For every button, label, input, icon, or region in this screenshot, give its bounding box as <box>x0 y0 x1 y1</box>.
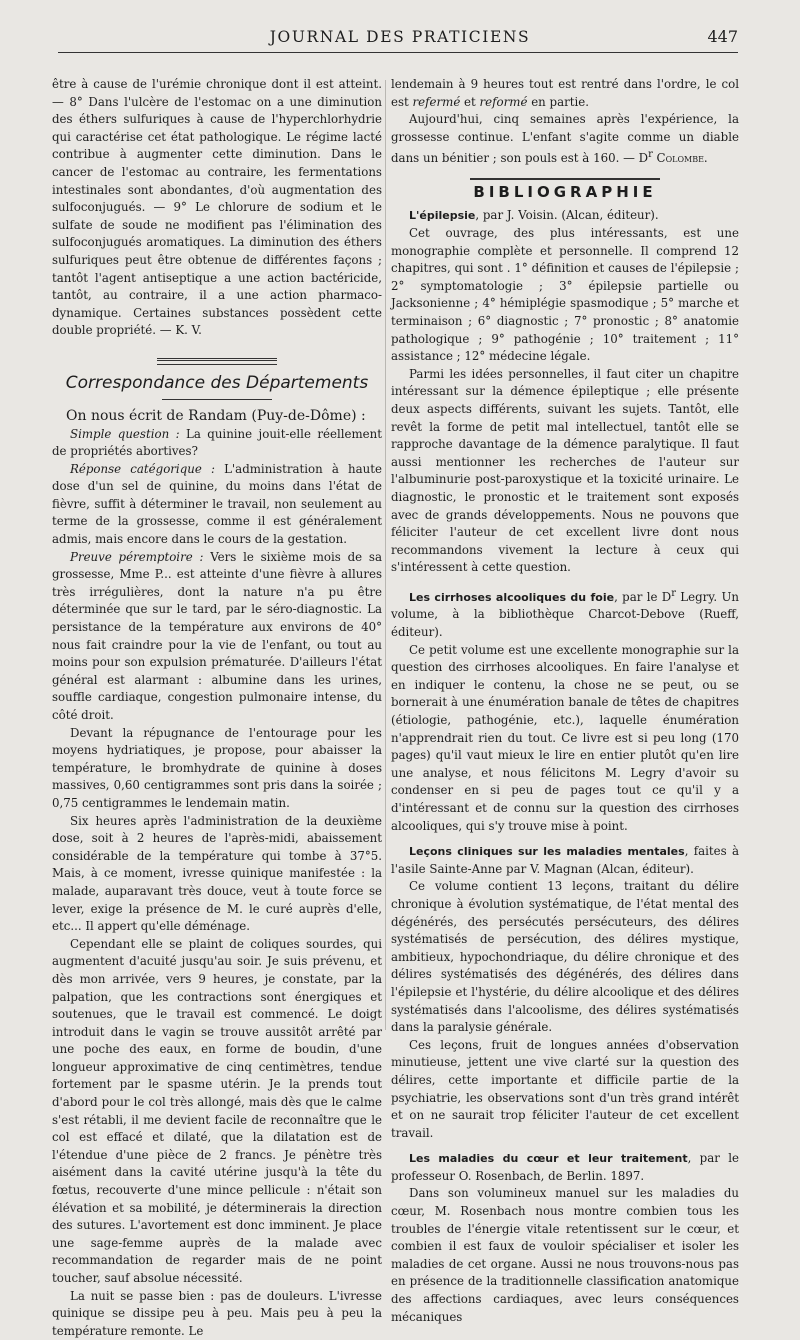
paragraph <box>52 461 382 549</box>
header-rule <box>58 52 738 53</box>
bib-entry-meta: , par J. Voisin. (Alcan, éditeur). <box>475 208 659 223</box>
page-number: 447 <box>707 27 738 46</box>
column-divider <box>385 80 386 1030</box>
section-rule <box>470 178 660 180</box>
text: refermé <box>412 94 461 109</box>
paragraph: Devant la répugnance de l'entourage pour les moyens hydriatiques, je propose, pour abaisser la température, le bromhydrate de quinine à doses massives, 0,60 centigrammes sont pris dans la soirée ; 0,75 centigrammes le lendemain matin. <box>52 725 382 810</box>
paragraph <box>391 76 739 111</box>
text: reformé <box>479 94 528 109</box>
bib-entry-header <box>391 1150 739 1185</box>
text: en partie. <box>527 94 590 109</box>
answer-label: Réponse catégorique : <box>70 461 215 476</box>
paragraph <box>52 426 382 461</box>
bib-entry-meta: Legry. Un volume, à la bibliothèque Charcot-Debove (Rueff, éditeur). <box>391 589 740 640</box>
paragraph: Dans son volumineux manuel sur les maladies du cœur, M. Rosenbach nous montre combien tous les troubles de l'énergie vitale retentissent sur le cœur, et combien il est faux de vouloir spécialiser et isoler les maladies de cet organe. Aussi ne nous trouvons-nous pas en présence de la traditionnelle classification anatomique des affections cardiaques, avec leurs conséquences mécaniques <box>391 1186 739 1324</box>
bib-entry-title: Les cirrhoses alcooliques du foie <box>409 590 615 604</box>
paragraph: Cet ouvrage, des plus intéressants, est une monographie complète et personnelle. Il comprend 12 chapitres, qui sont . 1° définition et causes de l'épilepsie ; 2° symptomatologie ; 3° épilepsie partielle ou Jacksonienne ; 4° hémiplégie spasmodique ; 5° marche et terminaison ; 6° diagnostic ; 7° pronostic ; 8° anatomie pathologique ; 9° pathogénie ; 10° traitement ; 11° assistance ; 12° médecine légale. <box>391 226 739 364</box>
bibliography-heading: BIBLIOGRAPHIE <box>473 182 657 201</box>
bib-entry-title: L'épilepsie <box>409 209 476 223</box>
bib-entry-title: Les maladies du cœur et leur traitement <box>409 1152 688 1166</box>
journal-title: JOURNAL DES PRATICIENS <box>269 28 531 46</box>
proof-text: Vers le sixième mois de sa grossesse, Mme P... est atteinte d'une fièvre à allures très irrégulières, dont la nature n'a pu être déterminée que sur le tard, par le séro-diagnostic. La persistance de la température aux environs de 40° nous fait craindre pour la vie de l'enfant, ou tout au moins pour son expulsion prématurée. D'ailleurs l'état général est alarmant : albumine dans les urines, souffle cardiaque, congestion pulmonaire intense, du côté droit. <box>52 549 382 722</box>
bib-entry-meta: , par le D <box>614 589 672 604</box>
text: Aujourd'hui, cinq semaines après l'expérience, la grossesse continue. L'enfant s'agite comme un diable dans un bénitier ; son pouls est à 160. — D <box>391 112 739 166</box>
superscript: r <box>648 149 653 161</box>
bib-entry-meta: , par le professeur O. Rosenbach, de Berlin. 1897. <box>391 1151 739 1183</box>
superscript: r <box>671 587 676 599</box>
bib-entry-header <box>391 585 739 642</box>
question-label: Simple question : <box>70 426 180 441</box>
bib-entry-header <box>391 207 739 225</box>
right-column <box>391 76 739 1326</box>
paragraph: être à cause de l'urémie chronique dont il est atteint. — 8° Dans l'ulcère de l'estomac on a une diminution des éthers sulfuriques à cause de l'hyperchlorhydrie qui caractérise cet état pathologique. Le régime lacté contribue à augmenter cette diminution. Dans le cancer de l'estomac au contraire, les fermentations intestinales sont abondantes, d'où augmentation des sulfoconjugués. — 9° Le chlorure de sodium et le sulfate de soude ne modifient pas l'élimination des sulfoconjugués aromatiques. La diminution des éthers sulfuriques peut être obtenue de différentes façons ; tantôt l'agent antiseptique a une action bactéricide, tantôt, au contraire, il a une action pharmaco-dynamique. Certaines substances possèdent cette double propriété. — K. V. <box>52 77 382 338</box>
text: et <box>460 94 480 109</box>
paragraph <box>391 111 739 168</box>
paragraph: La nuit se passe bien : pas de douleurs. L'ivresse quinique se dissipe peu à peu. Mais peu à peu la température remonte. Le <box>52 1288 382 1338</box>
section-heading: Correspondance des Départements <box>65 372 369 393</box>
text: lendemain à 9 heures tout est rentré dans l'ordre, le col est <box>391 77 739 109</box>
author-signature: Colombe. <box>652 151 708 166</box>
correspondence-intro: On nous écrit de Randam (Puy-de-Dôme) : <box>66 407 366 424</box>
bib-entry-meta: , faites à l'asile Sainte-Anne par V. Magnan (Alcan, éditeur). <box>391 844 739 876</box>
proof-label: Preuve péremptoire : <box>70 549 204 564</box>
bib-entry-title: Leçons cliniques sur les maladies mentales <box>409 845 685 859</box>
bib-entry-header <box>391 843 739 878</box>
paragraph: Ce petit volume est une excellente monographie sur la question des cirrhoses alcooliques. En faire l'analyse et en indiquer le contenu, la chose ne se peut, ou se bornerait à une énumération banale de têtes de chapitres (étiologie, pathogénie, etc.), laquelle énumération n'apprendrait rien du tout. Ce livre est si peu long (170 pages) qu'il vaut mieux le lire en entier plutôt qu'en lire une analyse, et nous félicitons M. Legry d'avoir su condenser en si peu de pages tout ce qu'il y a d'intéressant et de connu sur la question des cirrhoses alcooliques, qui s'y trouve mise à point. <box>391 642 739 833</box>
paragraph: Six heures après l'administration de la deuxième dose, soit à 2 heures de l'après-midi, abaissement considérable de la température qui tombe à 37°5. Mais, à ce moment, ivresse quinique manifestée : la malade, auparavant très douce, veut à toute force se lever, exige la présence de M. le curé auprès d'elle, etc... Il appert qu'elle déménage. <box>52 813 382 934</box>
paragraph: Ces leçons, fruit de longues années d'observation minutieuse, jettent une vive clarté sur la question des délires, cette importante et difficile partie de la psychiatrie, les observations sont d'un très grand intérêt et on ne saurait trop féliciter l'auteur de cet excellent travail. <box>391 1037 739 1140</box>
paragraph: Cependant elle se plaint de coliques sourdes, qui augmentent d'acuité jusqu'au soir. Je suis prévenu, et dès mon arrivée, vers 9 heures, je constate, par la palpation, que les contractions sont énergiques et soutenues, que le travail est commencé. Le doigt introduit dans le vagin se trouve aussitôt arrêté par une poche des eaux, en forme de boudin, d'une longueur approximative de cinq centimètres, tendue fortement par le spasme utérin. Je la prends tout d'abord pour le col très allongé, mais dès que le calme s'est rétabli, il me devient facile de reconnaître que le col est effacé et dilaté, que la dilatation est de l'étendue d'une pièce de 2 francs. Je pénètre très aisément dans la cavité utérine jusqu'à la tête du fœtus, recouverte d'une mince pellicule : n'était son élévation et sa mobilité, je déterminerais la direction des sutures. L'avortement est donc imminent. Je place une sage-femme auprès de la malade avec recommandation de regarder mais de ne point toucher, sauf absolue nécessité. <box>52 936 382 1285</box>
paragraph <box>52 549 382 725</box>
answer-text: L'administration à haute dose d'un sel de quinine, du moins dans l'état de fièvre, suffit à déterminer le travail, non seulement au terme de la grossesse, comme il est généralement admis, mais encore dans le cours de la gestation. <box>52 461 383 547</box>
paragraph: Ce volume contient 13 leçons, traitant du délire chronique à évolution systématique, de l'état mental des dégénérés, des persécutés persécuteurs, des délires systématisés de persécution, des délires mystique, ambitieux, hypochondriaque, du délire chronique et des délires systématisés des dégénérés, des délires dans l'épilepsie et l'hystérie, du délire alcoolique et des délires systématisés dans l'alcoolisme, des délires systématisés dans la paralysie générale. <box>391 879 739 1035</box>
paragraph: Parmi les idées personnelles, il faut citer un chapitre intéressant sur la démence épileptique ; elle présente deux aspects différents, suivant les sujets. Tantôt, elle revêt la forme de petit mal intellectuel, tantôt elle se rapproche davantage de la démence paralytique. Il faut aussi mentionner les recherches de l'auteur sur l'albuminurie post-paroxystique et la toxicité urinaire. Le diagnostic, le pronostic et le traitement sont exposés avec de grands développements. Nous ne pouvons que féliciter l'auteur de cet excellent livre dont nous recommandons vivement la lecture à ceux qui s'intéressent à cette question. <box>391 366 739 575</box>
section-underline <box>162 399 272 400</box>
question-text: La quinine jouit-elle réellement de propriétés abortives? <box>52 426 382 459</box>
section-rule <box>157 358 277 365</box>
page-header <box>60 24 740 50</box>
left-column <box>52 76 382 1340</box>
